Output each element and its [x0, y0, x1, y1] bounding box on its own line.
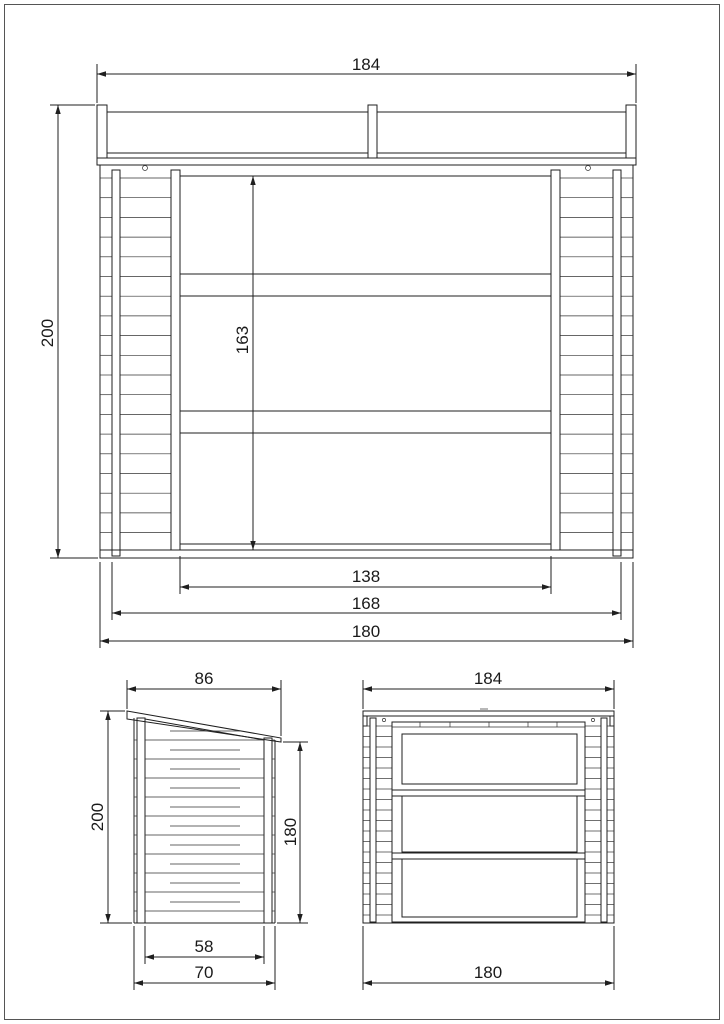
front-shelf-lower	[180, 411, 551, 433]
front-right-frame	[551, 170, 560, 550]
screw-icon	[143, 166, 148, 171]
side-inner-depth-label: 58	[194, 937, 214, 956]
rear-body	[363, 716, 614, 923]
side-planks	[134, 731, 275, 911]
side-front-post	[137, 718, 145, 923]
front-right-post	[613, 170, 621, 556]
rear-shelf-board-1	[392, 790, 585, 796]
screw-icon	[586, 166, 591, 171]
front-view	[97, 105, 636, 558]
front-width-label: 184	[351, 55, 381, 74]
front-base-width-label: 180	[351, 622, 381, 641]
front-opening-width-label: 138	[351, 567, 381, 586]
rear-shelf-3	[402, 859, 577, 917]
side-rear-height-label: 180	[281, 817, 300, 847]
rear-dimensions	[363, 669, 614, 990]
screw-icon	[382, 718, 385, 721]
rear-inner-frame	[392, 722, 585, 922]
side-view	[127, 711, 281, 923]
front-left-frame	[171, 170, 180, 550]
rear-right-post	[601, 718, 607, 922]
rear-shelf-2	[402, 796, 577, 852]
front-shelf-upper	[180, 274, 551, 296]
rear-base-width-label: 180	[473, 963, 503, 982]
rear-left-post	[370, 718, 376, 922]
front-inner-width-label: 168	[351, 594, 381, 613]
front-left-post	[112, 170, 120, 556]
side-depth-label: 86	[194, 669, 214, 688]
front-roof	[97, 105, 636, 165]
rear-shelf-board-2	[392, 853, 585, 859]
side-base-depth-label: 70	[194, 963, 214, 982]
screw-icon	[591, 718, 594, 721]
rear-width-label: 184	[473, 669, 503, 688]
side-roof	[127, 711, 281, 742]
rear-shelf-1	[402, 734, 577, 784]
side-height-label: 200	[88, 802, 107, 832]
front-height-label: 200	[38, 318, 57, 348]
side-rear-post	[264, 738, 272, 923]
rear-view	[363, 709, 614, 923]
front-dimensions	[38, 55, 636, 648]
front-inner-height-label: 163	[233, 325, 252, 355]
rear-roof	[363, 711, 614, 716]
front-opening	[180, 176, 551, 550]
rear-planks	[363, 726, 614, 915]
front-floor	[180, 544, 551, 550]
